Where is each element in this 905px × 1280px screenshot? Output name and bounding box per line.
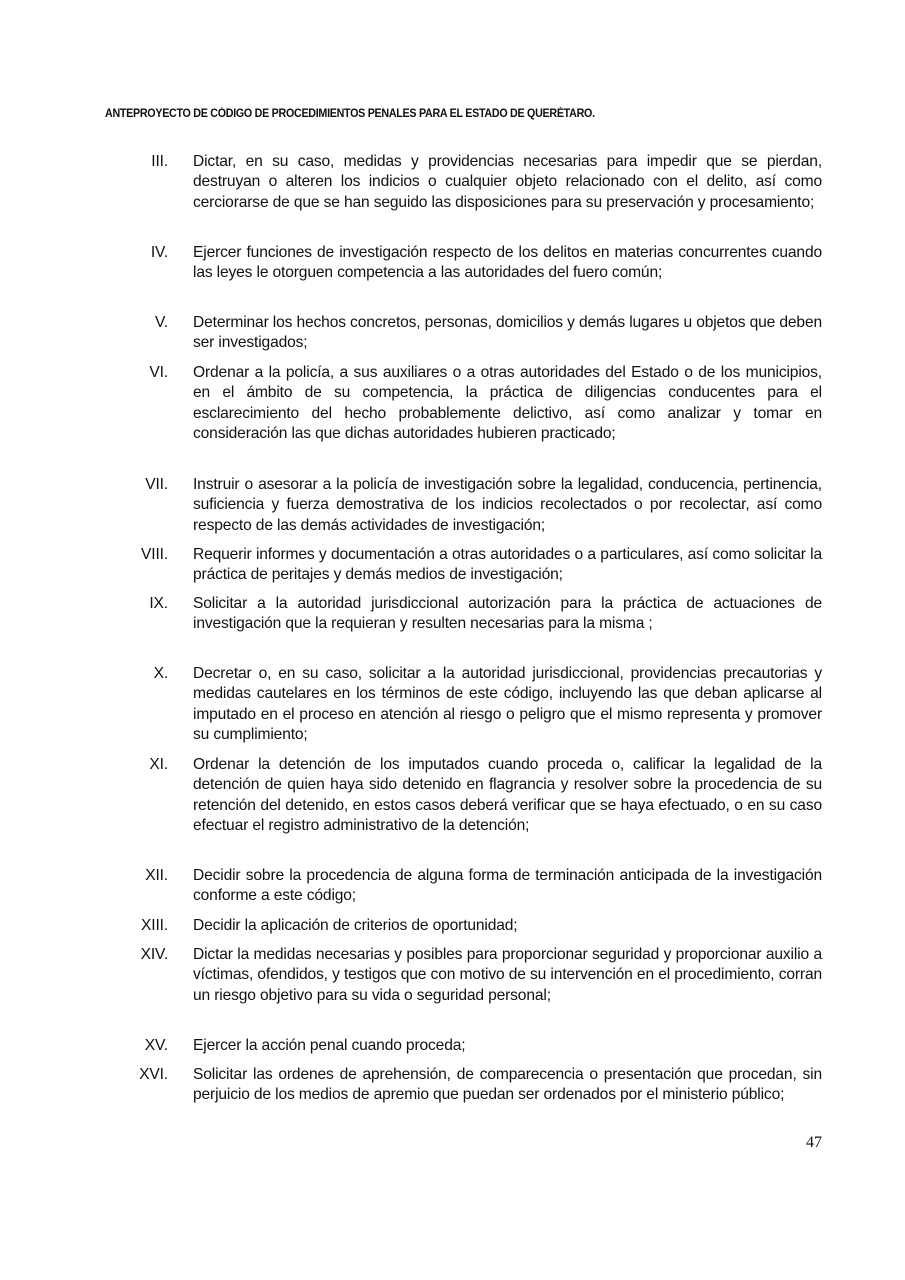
item-numeral: XVI. (139, 1066, 168, 1083)
item-numeral: XIII. (141, 917, 168, 934)
item-numeral: VI. (149, 364, 168, 381)
item-numeral: VII. (145, 476, 168, 493)
item-numeral: XIV. (140, 946, 168, 963)
item-text: Solicitar a la autoridad jurisdiccional autorización para la práctica de actuaciones de investigación que la requieran y resulten necesarias para la misma ; (193, 595, 822, 633)
item-numeral: XI. (149, 756, 168, 773)
item-text: Ejercer la acción penal cuando proceda; (193, 1037, 466, 1054)
item-numeral: IX. (149, 595, 168, 612)
item-numeral: V. (154, 314, 168, 331)
item-numeral: III. (151, 153, 168, 170)
item-text: Dictar la medidas necesarias y posibles para proporcionar seguridad y proporcionar auxilio a víctimas, ofendidos, y testigos que con motivo de su intervención en el procedimiento, corran un riesgo objetivo para su vida o seguridad personal; (193, 946, 822, 1004)
item-text: Ordenar la detención de los imputados cuando proceda o, calificar la legalidad de la detención de quien haya sido detenido en flagrancia y resolver sobre la procedencia de su retención del detenido, en estos casos deberá verificar que se haya efectuado, o en su caso efectuar el registro administrativo de la detención; (193, 756, 822, 834)
item-numeral: XV. (144, 1037, 168, 1054)
item-numeral: XII. (145, 867, 168, 884)
item-numeral: VIII. (141, 546, 168, 563)
document-header: ANTEPROYECTO DE CÓDIGO DE PROCEDIMIENTOS PENALES PARA EL ESTADO DE QUERÉTARO. (105, 108, 595, 120)
item-numeral: X. (153, 665, 168, 682)
item-text: Solicitar las ordenes de aprehensión, de comparecencia o presentación que procedan, sin perjuicio de los medios de apremio que puedan ser ordenados por el ministerio público; (193, 1066, 822, 1104)
item-text: Dictar, en su caso, medidas y providencias necesarias para impedir que se pierdan, destruyan o alteren los indicios o cualquier objeto relacionado con el delito, así como cerciorarse de que se han seguido las disposiciones para su preservación y procesamiento; (193, 153, 822, 211)
item-text: Determinar los hechos concretos, personas, domicilios y demás lugares u objetos que deben ser investigados; (193, 314, 822, 352)
page-number: 47 (806, 1134, 822, 1151)
item-text: Ejercer funciones de investigación respecto de los delitos en materias concurrentes cuando las leyes le otorguen competencia a las autoridades del fuero común; (193, 244, 822, 282)
item-numeral: IV. (150, 244, 168, 261)
item-text: Decidir sobre la procedencia de alguna forma de terminación anticipada de la investigación conforme a este código; (193, 867, 822, 905)
item-text: Decretar o, en su caso, solicitar a la autoridad jurisdiccional, providencias precautorias y medidas cautelares en los términos de este código, incluyendo las que deban aplicarse al imputado en el proceso en atención al riesgo o peligro que el mismo representa y promover su cumplimiento; (193, 665, 822, 743)
item-text: Instruir o asesorar a la policía de investigación sobre la legalidad, conducencia, pertinencia, suficiencia y fuerza demostrativa de los indicios recolectados o por recolectar, así como respecto de las demás actividades de investigación; (193, 476, 822, 534)
item-text: Decidir la aplicación de criterios de oportunidad; (193, 917, 518, 934)
item-text: Ordenar a la policía, a sus auxiliares o a otras autoridades del Estado o de los municipios, en el ámbito de su competencia, la práctica de diligencias conducentes para el esclarecimiento del hecho probablemente delictivo, así como analizar y tomar en consideración las que dichas autoridades hubieren practicado; (193, 364, 822, 442)
item-text: Requerir informes y documentación a otras autoridades o a particulares, así como solicitar la práctica de peritajes y demás medios de investigación; (193, 546, 822, 584)
